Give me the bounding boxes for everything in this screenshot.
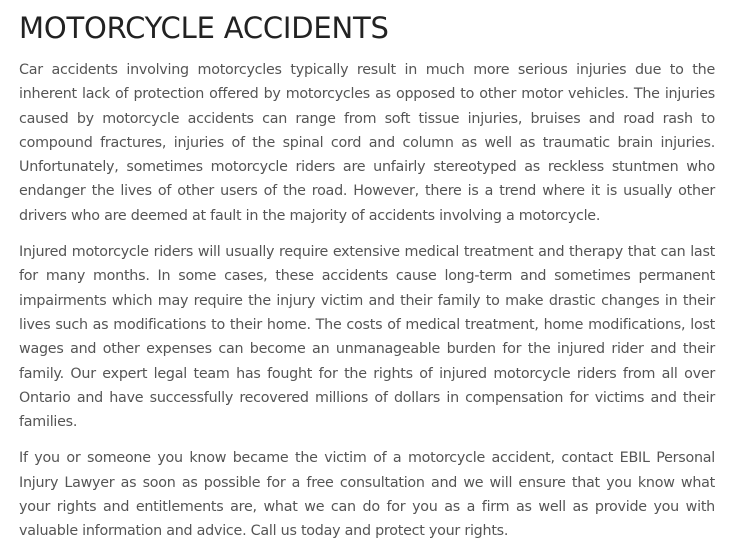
- paragraph-treatment: Injured motorcycle riders will usually require extensive medical treatment and therapy that can last for many months. In some cases, these accidents cause long-term and sometimes permanent impairments which may require the injury victim and their family to make drastic changes in their lives such as modifications to their home. The costs of medical treatment, home modifications, lost wages and other expenses can become an unmanageable burden for the injured rider and their family. Our expert legal team has fought for the rights of injured motorcycle riders from all over Ontario and have successfully recovered millions of dollars in compensation for victims and their families.: [19, 244, 715, 431]
- paragraph-intro: Car accidents involving motorcycles typically result in much more serious injuries due to the inherent lack of protection offered by motorcycles as opposed to other motor vehicles. The injuries caused by motorcycle accidents can range from soft tissue injuries, bruises and road rash to compound fractures, injuries of the spinal cord and column as well as traumatic brain injuries. Unfortunately, sometimes motorcycle riders are unfairly stereotyped as reckless stuntmen who endanger the lives of other users of the road. However, there is a trend where it is usually other drivers who are deemed at fault in the majority of accidents involving a motorcycle.: [19, 62, 715, 224]
- paragraph-contact: If you or someone you know became the victim of a motorcycle accident, contact EBIL Personal Injury Lawyer as soon as possible for a free consultation and we will ensure that you know what your rights and entitlements are, what we can do for you as a firm as well as provide you with valuable information and advice. Call us today and protect your rights.: [19, 450, 715, 540]
- article-section: [19, 8, 715, 556]
- page-title: MOTORCYCLE ACCIDENTS: [19, 11, 389, 45]
